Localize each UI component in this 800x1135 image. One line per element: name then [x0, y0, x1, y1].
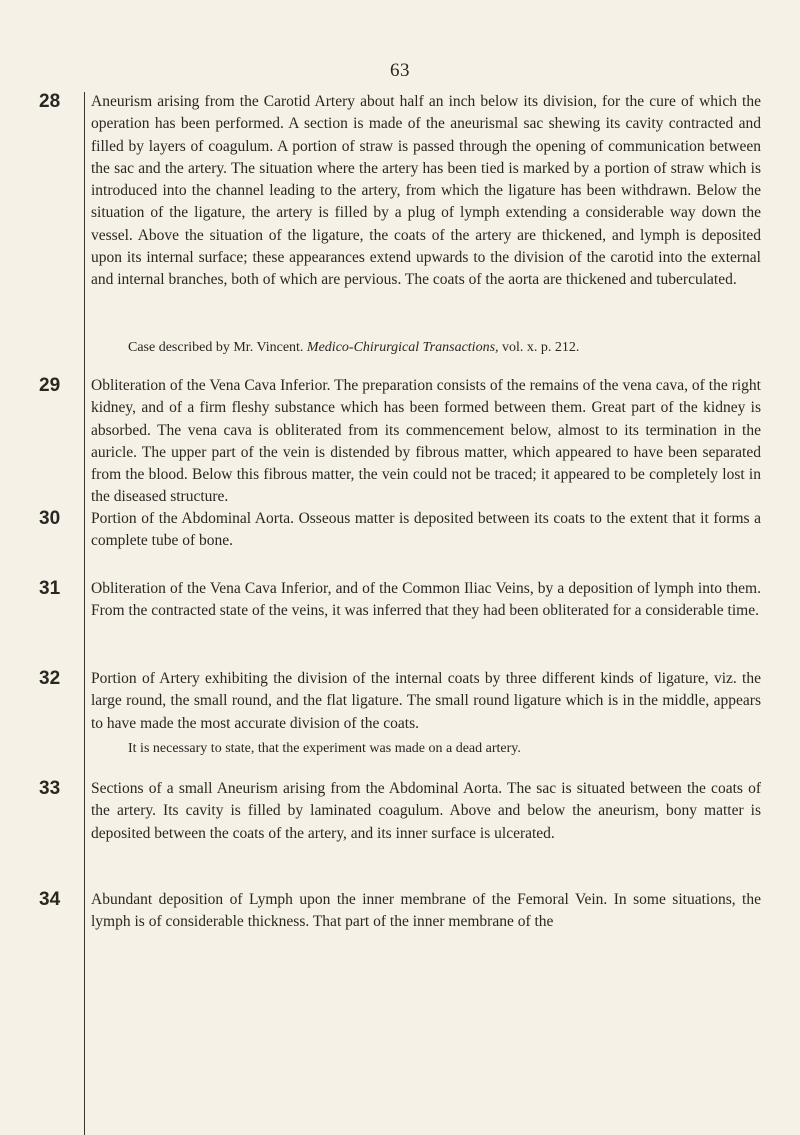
- entry-description: Abundant deposition of Lymph upon the inner membrane of the Femoral Vein. In some situations, the lymph is of considerable thickness. That part of the inner membrane of the: [91, 891, 761, 931]
- entry-number: 34: [39, 889, 61, 910]
- reference-journal: Medico-Chirurgical Transactions,: [306, 340, 499, 355]
- entry-description: Obliteration of the Vena Cava Inferior. The preparation consists of the remains of the vena cava, of the right kidney, and of a firm fleshy substance which has been formed between them. Great part of the kidney is absorbed. The vena cava is obliterated from its commencement below, almost to its termination in the auricle. The upper part of the vein is distended by fibrous matter, which appeared to have been separated from the blood. Below this fibrous matter, the vein could not be traced; it appeared to be completely lost in the diseased structure.: [91, 377, 761, 506]
- entry-number: 32: [39, 668, 61, 689]
- entry-description: Aneurism arising from the Carotid Artery about half an inch below its division, for the cure of which the operation has been performed. A section is made of the aneurismal sac shewing its cavity contracted and filled by layers of coagulum. A portion of straw is passed through the opening of communication between the sac and the artery. The situation where the artery has been tied is marked by a portion of straw which is introduced into the channel leading to the artery, from which the ligature has been withdrawn. Below the situation of the ligature, the artery is filled by a plug of lymph extending a considerable way down the vessel. Above the situation of the ligature, the coats of the artery are thickened, and lymph is deposited upon its internal surface; these appearances extend upwards to the division of the carotid into the external and internal branches, both of which are pervious. The coats of the aorta are thickened and tuberculated.: [91, 93, 761, 289]
- entry-number: 31: [39, 578, 61, 599]
- entry-number: 33: [39, 778, 61, 799]
- entry-number: 29: [39, 375, 61, 396]
- entry-experiment-note: It is necessary to state, that the experiment was made on a dead artery.: [128, 741, 521, 756]
- entry-description: Portion of the Abdominal Aorta. Osseous matter is deposited between its coats to the extent that it forms a complete tube of bone.: [91, 510, 761, 550]
- entry-number: 28: [39, 91, 61, 112]
- entry-description: Sections of a small Aneurism arising from the Abdominal Aorta. The sac is situated between the coats of the artery. Its cavity is filled by laminated coagulum. Above and below the aneurism, bony matter is deposited between the coats of the artery, and its inner surface is ulcerated.: [91, 780, 761, 842]
- entry-reference-note: [128, 338, 768, 358]
- reference-volume: vol. x. p. 212.: [502, 340, 580, 355]
- entry-number: 30: [39, 508, 61, 529]
- entry-description: Portion of Artery exhibiting the division of the internal coats by three different kinds of ligature, viz. the large round, the small round, and the flat ligature. The small round ligature which is in the middle, appears to have made the most accurate division of the coats.: [91, 670, 761, 732]
- entry-description: Obliteration of the Vena Cava Inferior, and of the Common Iliac Veins, by a deposition of lymph into them. From the contracted state of the veins, it was inferred that they had been obliterated for a considerable time.: [91, 580, 761, 620]
- margin-rule: [84, 92, 85, 1135]
- page-number: 63: [390, 60, 410, 81]
- reference-text: Case described by Mr. Vincent.: [128, 340, 304, 355]
